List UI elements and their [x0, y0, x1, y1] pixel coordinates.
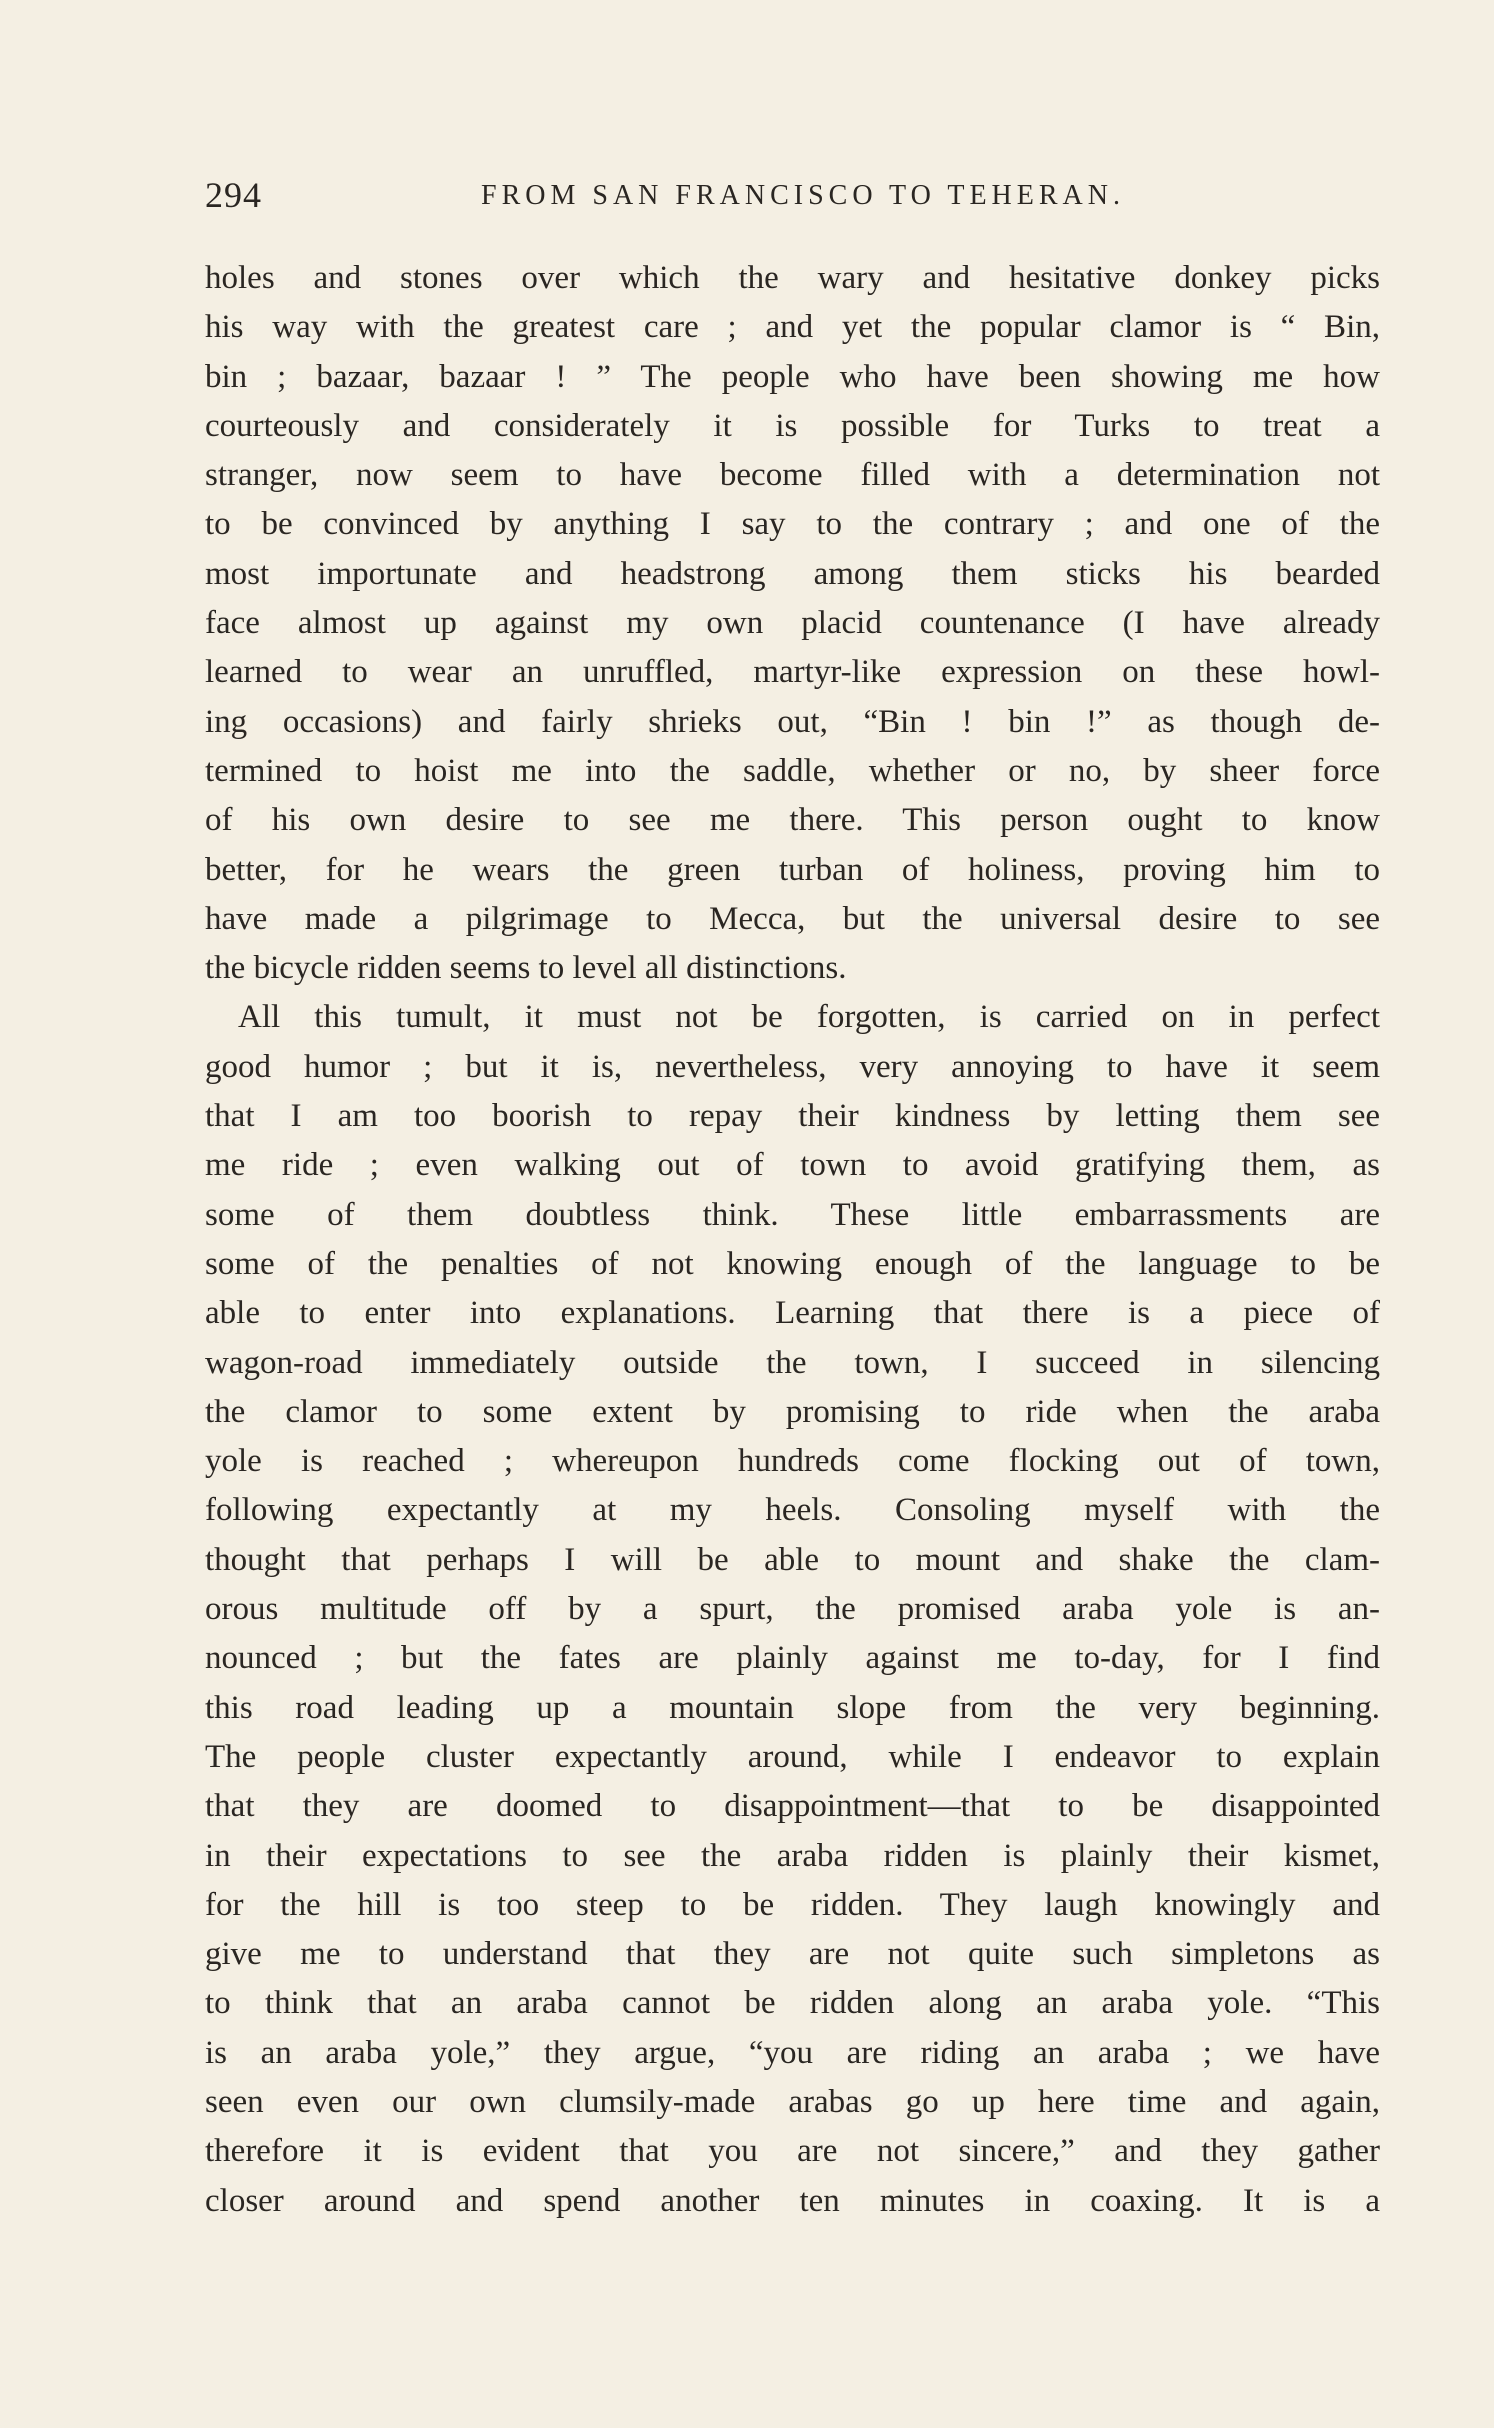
text-line: to be convinced by anything I say to the contrary ; and one of the [205, 506, 1380, 543]
text-line: the bicycle ridden seems to level all distinctions. [205, 950, 847, 987]
body-text [205, 254, 1380, 2226]
text-line: closer around and spend another ten minutes in coaxing. It is a [205, 2182, 1380, 2219]
text-line: that they are doomed to disappointment—that to be disappointed [205, 1788, 1380, 1825]
text-line: me ride ; even walking out of town to avoid gratifying them, as [205, 1147, 1380, 1184]
text-line: thought that perhaps I will be able to mount and shake the clam- [205, 1541, 1380, 1578]
text-line: The people cluster expectantly around, while I endeavor to explain [205, 1738, 1380, 1775]
text-line: that I am too boorish to repay their kindness by letting them see [205, 1098, 1380, 1135]
text-line: face almost up against my own placid countenance (I have already [205, 605, 1380, 642]
text-line: yole is reached ; whereupon hundreds come flocking out of town, [205, 1443, 1380, 1480]
text-line: for the hill is too steep to be ridden. They laugh knowingly and [205, 1886, 1380, 1923]
text-line: holes and stones over which the wary and hesitative donkey picks [205, 260, 1380, 296]
text-line: All this tumult, it must not be forgotten, is carried on in perfect [238, 999, 1380, 1036]
text-line: give me to understand that they are not quite such simpletons as [205, 1936, 1380, 1973]
text-line: the clamor to some extent by promising to ride when the araba [205, 1393, 1380, 1430]
text-line: stranger, now seem to have become filled with a determination not [205, 457, 1380, 494]
text-line: of his own desire to see me there. This person ought to know [205, 802, 1380, 839]
text-line: termined to hoist me into the saddle, whether or no, by sheer force [205, 752, 1380, 789]
text-line: learned to wear an unruffled, martyr-like expression on these howl- [205, 654, 1380, 691]
text-line: good humor ; but it is, nevertheless, very annoying to have it seem [205, 1048, 1380, 1085]
running-title: FROM SAN FRANCISCO TO TEHERAN. [481, 180, 1125, 211]
text-line: his way with the greatest care ; and yet the popular clamor is “ Bin, [205, 309, 1380, 346]
text-line: some of them doubtless think. These little embarrassments are [205, 1196, 1380, 1233]
text-line: nounced ; but the fates are plainly against me to-day, for I find [205, 1640, 1380, 1677]
text-line: able to enter into explanations. Learning that there is a piece of [205, 1295, 1380, 1332]
text-line: courteously and considerately it is possible for Turks to treat a [205, 407, 1380, 444]
text-line: following expectantly at my heels. Consoling myself with the [205, 1492, 1380, 1529]
text-line: bin ; bazaar, bazaar ! ” The people who have been showing me how [205, 358, 1380, 395]
text-line: some of the penalties of not knowing enough of the language to be [205, 1245, 1380, 1282]
page-header [205, 174, 1380, 234]
text-line: better, for he wears the green turban of holiness, proving him to [205, 851, 1380, 888]
text-line: seen even our own clumsily-made arabas go up here time and again, [205, 2083, 1380, 2120]
text-line: is an araba yole,” they argue, “you are riding an araba ; we have [205, 2034, 1380, 2071]
text-line: to think that an araba cannot be ridden along an araba yole. “This [205, 1985, 1380, 2022]
text-line: wagon-road immediately outside the town, I succeed in silencing [205, 1344, 1380, 1381]
paragraph [205, 993, 1380, 2225]
text-line: therefore it is evident that you are not sincere,” and they gather [205, 2133, 1380, 2170]
text-line: ing occasions) and fairly shrieks out, “Bin ! bin !” as though de- [205, 703, 1380, 740]
text-line: orous multitude off by a spurt, the promised araba yole is an- [205, 1591, 1380, 1628]
text-line: in their expectations to see the araba ridden is plainly their kismet, [205, 1837, 1380, 1874]
text-line: have made a pilgrimage to Mecca, but the universal desire to see [205, 900, 1380, 937]
text-line: this road leading up a mountain slope from the very beginning. [205, 1689, 1380, 1726]
text-line: most importunate and headstrong among them sticks his bearded [205, 555, 1380, 592]
paragraph [205, 254, 1380, 993]
page-number: 294 [205, 175, 262, 215]
